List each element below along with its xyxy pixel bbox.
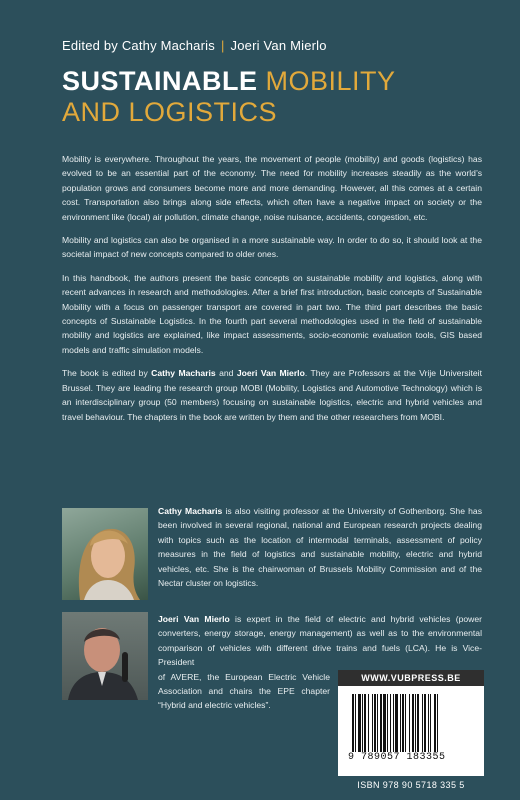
editor-2: Joeri Van Mierlo	[230, 38, 327, 53]
title-word-mobility: MOBILITY	[265, 66, 396, 96]
portrait-1-image	[62, 508, 148, 600]
barcode-box	[338, 670, 484, 776]
barcode-bar	[364, 694, 366, 752]
barcode-bar	[400, 694, 401, 752]
book-title	[62, 66, 396, 128]
bio2-name: Joeri Van Mierlo	[158, 614, 230, 624]
barcode-bar	[380, 694, 382, 752]
barcode-bar	[377, 694, 378, 752]
editor-separator: |	[220, 38, 225, 53]
barcode-bar	[395, 694, 398, 752]
barcode-bar	[422, 694, 423, 752]
barcode-bar	[383, 694, 386, 752]
barcode-bar	[368, 694, 369, 752]
portrait-2-image	[62, 612, 148, 700]
bio1-name: Cathy Macharis	[158, 506, 223, 516]
p4-editor-1: Cathy Macharis	[151, 368, 216, 379]
barcode-bar	[430, 694, 431, 752]
editor-1: Edited by Cathy Macharis	[62, 38, 215, 53]
bio2-text-wide: is expert in the field of electric and hybrid vehicles (power converters, energy storage, energy management) as well as to the environmental comparison of vehicles with different drive trains and fuels (LCA). He is Vice-President	[158, 614, 483, 668]
barcode-bar	[428, 694, 429, 752]
paragraph-3: In this handbook, the authors present the basic concepts on sustainable mobility and logistics, along with recent advances in research and methodologies. After a brief first introduction, basic concepts of Sustainable Mobility with a focus on passenger transport are covered in part two. The third part describes the basic concepts of Sustainable Logistics. In the fourth part several methodologies used in the field of sustainable mobility and logistics are explained, like impact assessments, socio-economic evaluation tools, GIS based models and traffic simulation models.	[62, 272, 482, 355]
barcode-bar	[424, 694, 426, 752]
blurb	[62, 152, 482, 433]
bio-cathy	[158, 504, 482, 590]
p4-text-c: . They are Professors at the Vrije Universiteit Brussel. They are leading the research group MOBI (Mobility, Logistics and Automotive Technology) which is an interdisciplinary group (50 members) focusing on sustainable logistics, electric and hybrid vehicles and travel behaviour. The chapters in the book are written by them and the other researchers from MOBI.	[62, 368, 482, 422]
barcode-bar	[412, 694, 414, 752]
portrait-cathy-macharis	[62, 508, 148, 600]
p4-text-b: and	[215, 368, 237, 379]
barcode-bar	[393, 694, 394, 752]
bio2-text-narrow: of AVERE, the European Electric Vehicle Association and chairs the EPE chapter “Hybrid and electric vehicles”.	[158, 671, 330, 711]
title-line-2: AND LOGISTICS	[62, 97, 278, 127]
isbn-text: ISBN 978 90 5718 335 5	[357, 780, 465, 790]
bio1-text: is also visiting professor at the University of Gothenborg. She has been involved in several regional, national and European research projects dealing with topics such as the location of intermodal terminals, assessment of policy measures in the field of logistics and sustainable mobility, electric and hybrid vehicles, etc. She is the chairwoman of Brussels Mobility Commission and of the Nectar cluster on logistics.	[158, 506, 482, 589]
barcode-bar	[415, 694, 416, 752]
barcode-bar	[352, 694, 354, 752]
barcode-bar	[402, 694, 404, 752]
editors-line	[62, 38, 327, 53]
p4-text-a: The book is edited by	[62, 368, 152, 379]
barcode-bar	[362, 694, 363, 752]
barcode-bar	[372, 694, 373, 752]
barcode-bar	[355, 694, 356, 752]
barcode-bar	[358, 694, 361, 752]
p4-editor-2: Joeri Van Mierlo	[236, 368, 305, 379]
paragraph-1: Mobility is everywhere. Throughout the years, the movement of people (mobility) and goods (logistics) has evolved to be an essential part of the economy. The need for mobility increases steadily as the world’s population grows and consumers become more and more demanding. However, all this comes at a certain cost. Transportation also brings along side effects, which often have a negative impact on society or the environment like (local) air pollution, climate change, noise nuisance, accidents, congestion, etc.	[62, 154, 482, 222]
barcode-icon	[352, 694, 470, 752]
barcode-bar	[387, 694, 388, 752]
barcode-bar	[434, 694, 436, 752]
barcode-number: 9 789057 183355	[348, 752, 446, 763]
barcode-bar	[417, 694, 419, 752]
portrait-joeri-van-mierlo	[62, 612, 148, 700]
bio2-wide-block	[158, 612, 482, 670]
paragraph-4	[62, 366, 482, 424]
publisher-url: WWW.VUBPRESS.BE	[338, 670, 484, 686]
paragraph-2: Mobility and logistics can also be organised in a more sustainable way. In order to do so, it should look at the societal impact of new concepts compared to older ones.	[62, 235, 482, 260]
title-word-sustainable: SUSTAINABLE	[62, 66, 258, 96]
barcode-bar	[374, 694, 376, 752]
barcode-bar	[405, 694, 406, 752]
barcode-bar	[409, 694, 410, 752]
barcode-bar	[390, 694, 391, 752]
barcode-bar	[437, 694, 438, 752]
